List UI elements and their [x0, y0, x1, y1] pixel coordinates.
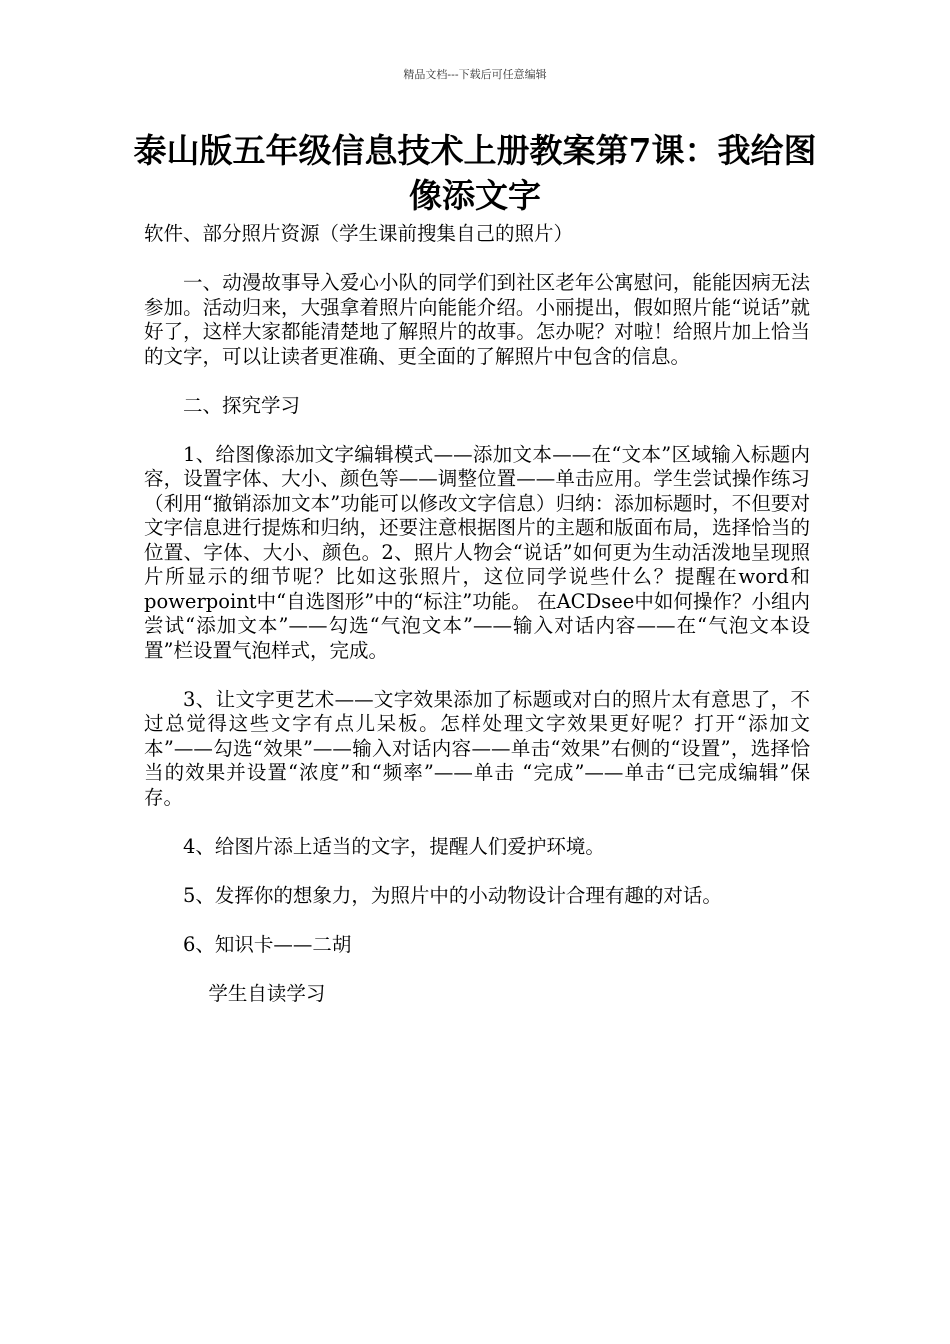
paragraph-step-3: 3、让文字更艺术——文字效果添加了标题或对白的照片太有意思了，不过总觉得这些文字有点儿呆板。怎样处理文字效果更好呢？打开“添加文本”——勾选“效果”——输入对话内容——单击“效果”右侧的“设置”，选择恰当的效果并设置“浓度”和“频率”——单击 “完成”——单击“已完成编辑”保存。 — [144, 687, 810, 809]
section-heading-explore: 二、探究学习 — [183, 393, 301, 417]
paragraph-intro: 一、动漫故事导入爱心小队的同学们到社区老年公寓慰问，能能因病无法参加。活动归来，大强拿着照片向能能介绍。小丽提出，假如照片能“说话”就好了，这样大家都能清楚地了解照片的故事。怎办呢？对啦！给照片加上恰当的文字，可以让读者更准确、更全面的了解照片中包含的信息。 — [144, 271, 810, 368]
paragraph-step-4: 4、给图片添上适当的文字，提醒人们爱护环境。 — [183, 834, 605, 858]
document-title: 泰山版五年级信息技术上册教案第7课：我给图像添文字 — [133, 131, 817, 215]
page-header: 精品文档---下载后可任意编辑 — [403, 68, 547, 81]
materials-line: 软件、部分照片资源（学生课前搜集自己的照片） — [144, 222, 574, 245]
document-body — [144, 222, 810, 1006]
paragraph-self-study: 学生自读学习 — [208, 981, 326, 1005]
paragraph-step-5: 5、发挥你的想象力，为照片中的小动物设计合理有趣的对话。 — [183, 883, 722, 907]
paragraph-step-6: 6、知识卡——二胡 — [183, 932, 352, 956]
paragraph-step-1-2: 1、给图像添加文字编辑模式——添加文本——在“文本”区域输入标题内容，设置字体、大小、颜色等——调整位置——单击应用。学生尝试操作练习（利用“撤销添加文本”功能可以修改文字信息）归纳：添加标题时，不但要对文字信息进行提炼和归纳，还要注意根据图片的主题和版面布局，选择恰当的位置、字体、大小、颜色。2、照片人物会“说话”如何更为生动活泼地呈现照片所显示的细节呢？比如这张照片，这位同学说些什么？提醒在word和powerpoint中“自选图形”中的“标注”功能。 在ACDsee中如何操作？小组内尝试“添加文本”——勾选“气泡文本”——输入对话内容——在“气泡文本设置”栏设置气泡样式，完成。 — [144, 442, 810, 662]
